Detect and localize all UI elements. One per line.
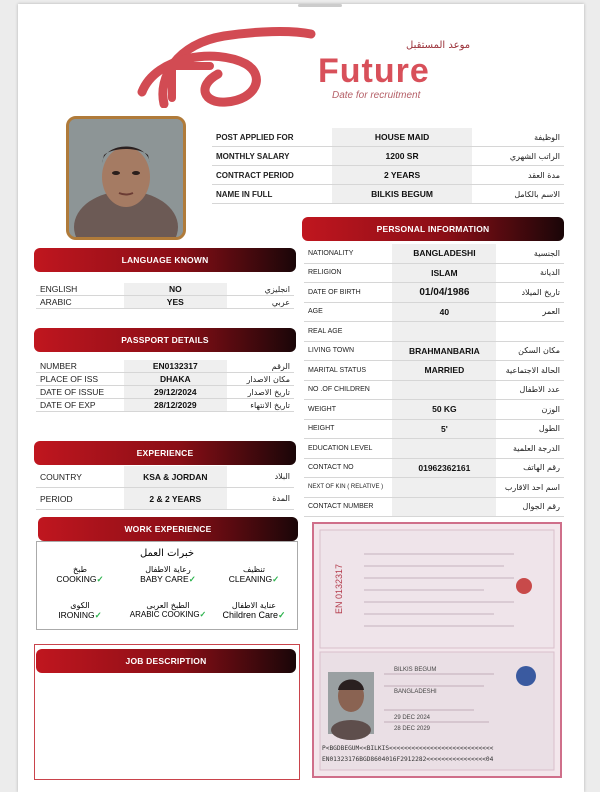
check-icon: ✓	[277, 610, 286, 620]
passport-row	[36, 373, 294, 386]
brand-name: Future	[318, 52, 430, 90]
personal-value	[392, 322, 496, 341]
passport-side-number: EN 0132317	[334, 563, 344, 614]
skill-label: COOKING	[56, 574, 97, 584]
personal-row	[304, 478, 564, 498]
top-row-label: CONTRACT PERIOD	[216, 170, 294, 180]
personal-arabic: اسم احد الاقارب	[504, 482, 560, 492]
personal-value	[392, 381, 496, 400]
personal-value: 5'	[392, 420, 496, 439]
passport-arabic: تاريخ الانتهاء	[250, 400, 290, 410]
cv-sheet	[18, 4, 584, 792]
language-label: ARABIC	[40, 297, 72, 307]
experience-label: PERIOD	[40, 493, 73, 504]
personal-row	[304, 322, 564, 342]
personal-value: BRAHMANBARIA	[392, 342, 496, 361]
experience-row	[36, 466, 294, 488]
passport-row	[36, 386, 294, 399]
skill-baby-care	[125, 565, 211, 585]
language-arabic: عربي	[271, 297, 290, 307]
top-row-value: 2 YEARS	[332, 166, 473, 184]
personal-label: HEIGHT	[308, 425, 335, 433]
work-experience-header: WORK EXPERIENCE	[38, 517, 298, 541]
personal-label: REAL AGE	[308, 327, 343, 335]
personal-row	[304, 498, 564, 518]
passport-row	[36, 360, 294, 373]
passport-image	[314, 524, 560, 776]
personal-row	[304, 400, 564, 420]
passport-label: DATE OF ISSUE	[40, 387, 105, 397]
experience-row	[36, 488, 294, 510]
passport-label: NUMBER	[40, 361, 77, 371]
personal-arabic: الطول	[538, 424, 560, 434]
personal-row	[304, 381, 564, 401]
personal-label: CONTACT NUMBER	[308, 503, 374, 511]
top-row	[212, 147, 564, 166]
top-row-label: NAME IN FULL	[216, 189, 273, 199]
personal-value: 01/04/1986	[392, 283, 496, 302]
work-experience-box	[36, 541, 298, 630]
top-row-value: 1200 SR	[332, 147, 473, 165]
personal-value: 01962362161	[392, 459, 496, 478]
personal-arabic: العمر	[542, 307, 560, 317]
candidate-photo	[66, 116, 186, 240]
personal-label: CONTACT NO	[308, 464, 354, 472]
job-description-header: JOB DESCRIPTION	[36, 649, 296, 673]
logo	[106, 26, 486, 108]
personal-value: 50 KG	[392, 400, 496, 419]
passport-mrz-2: EN01323176BGD8604016F2912282<<<<<<<<<<<<<<<<04	[322, 756, 494, 763]
language-arabic: انجليزي	[264, 284, 290, 294]
language-label: ENGLISH	[40, 284, 78, 294]
skill-arabic-cooking	[121, 601, 215, 619]
personal-label: DATE OF BIRTH	[308, 288, 361, 296]
personal-arabic: رقم الجوال	[522, 502, 560, 512]
personal-arabic: رقم الهاتف	[523, 463, 560, 473]
personal-value	[392, 478, 496, 497]
passport-arabic: مكان الاصدار	[246, 374, 290, 384]
personal-arabic: الديانة	[539, 268, 560, 278]
top-row-arabic: الوظيفة	[534, 132, 560, 142]
passport-value: DHAKA	[124, 373, 227, 385]
top-row-arabic: مدة العقد	[528, 170, 560, 180]
personal-label: NO .OF CHILDREN	[308, 386, 370, 394]
language-value: YES	[124, 296, 227, 308]
check-icon: ✓	[199, 610, 207, 619]
passport-issue-date: 29 DEC 2024	[394, 715, 431, 721]
personal-row	[304, 459, 564, 479]
passport-expiry-date: 28 DEC 2029	[394, 726, 431, 732]
personal-label: EDUCATION LEVEL	[308, 444, 373, 452]
experience-arabic: المدة	[272, 494, 290, 503]
check-icon: ✓	[272, 574, 280, 584]
passport-arabic: الرقم	[271, 361, 290, 371]
skill-label: Children Care	[222, 610, 278, 620]
passport-arabic: تاريخ الاصدار	[247, 387, 290, 397]
top-row	[212, 128, 564, 147]
experience-header: EXPERIENCE	[34, 441, 296, 465]
passport-nationality: BANGLADESHI	[394, 689, 437, 695]
top-row-arabic: الاسم بالكامل	[514, 189, 560, 199]
brand-arabic: موعد المستقبل	[406, 40, 471, 51]
top-row-label: MONTHLY SALARY	[216, 151, 290, 161]
personal-label: NEXT OF KIN ( RELATIVE )	[308, 484, 384, 491]
passport-mrz-1: P<BGDBEGUM<<BILKIS<<<<<<<<<<<<<<<<<<<<<<<<<<<<	[322, 745, 494, 752]
passport-header: PASSPORT DETAILS	[34, 328, 296, 352]
experience-value: KSA & JORDAN	[124, 466, 227, 487]
personal-value: 40	[392, 303, 496, 322]
top-row	[212, 185, 564, 204]
personal-value: BANGLADESHI	[392, 244, 496, 263]
personal-label: NATIONALITY	[308, 249, 354, 257]
skill-arabic: طبخ	[73, 565, 87, 574]
passport-value: EN0132317	[124, 360, 227, 372]
skill-label: BABY CARE	[140, 574, 189, 584]
skill-arabic: تنظيف	[243, 565, 265, 574]
passport-name: BILKIS BEGUM	[394, 667, 437, 673]
skill-arabic: رعاية الاطفال	[145, 565, 191, 574]
personal-arabic: تاريخ الميلاد	[521, 287, 560, 297]
experience-label: COUNTRY	[40, 471, 82, 482]
personal-arabic: الجنسية	[533, 248, 560, 258]
experience-arabic: البلاد	[274, 472, 290, 481]
personal-label: WEIGHT	[308, 405, 336, 413]
personal-row	[304, 283, 564, 303]
skill-arabic: عناية الاطفال	[231, 601, 277, 610]
top-row-value: BILKIS BEGUM	[332, 185, 473, 203]
personal-arabic: عدد الاطفال	[519, 385, 560, 395]
personal-label: RELIGION	[308, 269, 342, 277]
skill-cooking	[37, 565, 123, 585]
passport-value: 29/12/2024	[124, 386, 227, 398]
work-arabic-title: خبرات العمل	[139, 548, 195, 559]
passport-label: DATE OF EXP	[40, 400, 96, 410]
personal-arabic: الحالة الاجتماعية	[505, 365, 560, 375]
skill-ironing	[37, 601, 123, 621]
skill-children-care	[211, 601, 297, 621]
top-row-label: POST APPLIED FOR	[216, 132, 294, 142]
personal-row	[304, 439, 564, 459]
experience-value: 2 & 2 YEARS	[124, 488, 227, 509]
skill-arabic: الكوى	[70, 601, 90, 610]
personal-row	[304, 244, 564, 264]
passport-row	[36, 399, 294, 412]
personal-arabic: الدرجة العلمية	[512, 443, 560, 453]
personal-row	[304, 342, 564, 362]
personal-arabic: مكان السكن	[518, 346, 560, 356]
skill-arabic: الطبخ العربى	[146, 601, 190, 610]
language-header: LANGUAGE KNOWN	[34, 248, 296, 272]
language-row	[36, 296, 294, 309]
skill-label: ARABIC COOKING	[129, 610, 200, 619]
language-value: NO	[124, 283, 227, 295]
personal-row	[304, 420, 564, 440]
skill-label: IRONING	[58, 610, 95, 620]
top-strip	[298, 4, 342, 7]
passport-label: PLACE OF ISS	[40, 374, 99, 384]
top-row-arabic: الراتب الشهري	[509, 151, 560, 161]
skill-cleaning	[211, 565, 297, 585]
top-row-value: HOUSE MAID	[332, 128, 473, 146]
portrait-image	[69, 119, 183, 237]
personal-info-header: PERSONAL INFORMATION	[302, 217, 564, 241]
check-icon: ✓	[96, 574, 104, 584]
personal-value: MARRIED	[392, 361, 496, 380]
passport-scan	[312, 522, 562, 778]
personal-label: MARITAL STATUS	[308, 366, 367, 374]
personal-value	[392, 498, 496, 517]
passport-value: 28/12/2029	[124, 399, 227, 411]
personal-row	[304, 264, 564, 284]
personal-label: AGE	[308, 308, 323, 316]
personal-arabic: الوزن	[541, 404, 560, 414]
personal-row	[304, 303, 564, 323]
check-icon: ✓	[188, 574, 196, 584]
skill-label: CLEANING	[228, 574, 273, 584]
personal-value	[392, 439, 496, 458]
language-row	[36, 283, 294, 296]
personal-row	[304, 361, 564, 381]
check-icon: ✓	[94, 610, 102, 620]
personal-label: LIVING TOWN	[308, 347, 355, 355]
personal-value: ISLAM	[392, 264, 496, 283]
top-row	[212, 166, 564, 185]
brand-tagline: Date for recruitment	[332, 90, 421, 101]
